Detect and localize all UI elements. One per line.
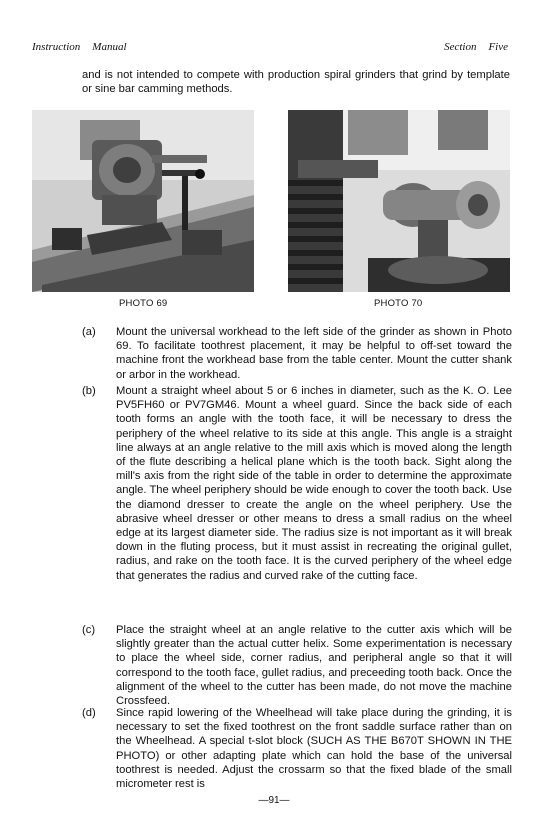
step-text: Since rapid lowering of the Wheelhead will take place during the grinding, it is necessary to set the fixed toothrest on the front saddle surface rather than on the Wheelhead. A special t-slot block (SUCH AS THE B670T SHOWN IN THE PHOTO) or other adapting plate which can hold the base of the universal toothrest is needed. Adjust the crossarm so that the fixed blade of the small micrometer rest is [116, 707, 512, 791]
header-section-number: Five [488, 41, 508, 53]
photo-70-image [288, 110, 510, 292]
step-d [82, 706, 512, 791]
step-text: Mount the universal workhead to the left side of the grinder as shown in Photo 69. To facilitate toothrest placement, it may be helpful to off-set toward the machine front the workhead base from the table center. Mount the cutter shank or arbor in the workhead. [116, 326, 512, 381]
header-left [32, 41, 127, 53]
step-text: Place the straight wheel at an angle relative to the cutter axis which will be slightly greater than the actual cutter helix. Some experimentation is necessary to place the wheel side, corner radius, and peripheral angle so that it will correspond to the tooth face, gullet radius, and preceeding tooth back. Once the alignment of the wheel to the cutter has been made, do not move the machine Crossfeed. [116, 624, 512, 708]
header-manual-word-2: Manual [92, 41, 127, 53]
header-manual-word-1: Instruction [32, 41, 81, 53]
step-c [82, 623, 512, 708]
intro-paragraph: and is not intended to compete with production spiral grinders that grind by template or sine bar camming methods. [82, 69, 510, 96]
step-label: (b) [82, 385, 96, 397]
header-section-word: Section [444, 41, 477, 53]
step-a [82, 325, 512, 382]
step-label: (a) [82, 326, 96, 338]
photo-69-image [32, 110, 254, 292]
photo-69-caption: PHOTO 69 [119, 298, 168, 309]
step-text: Mount a straight wheel about 5 or 6 inches in diameter, such as the K. O. Lee PV5FH60 or PV7GM46. Mount a wheel guard. Since the back side of each tooth forms an angle with the tooth face, it will be necessary to dress the periphery of the wheel relative to its side at this angle. This angle is a straight line always at an angle relative to the mill axis which is moved along the length of the flute describing a helical plane which is the tooth back. Sight along the mill's axis from the right side of the table in order to determine the approximate angle. The wheel periphery should be wide enough to cover the tooth back. Use the diamond dresser to create the angle on the wheel periphery. Use the abrasive wheel dresser or other means to dress a small radius on the wheel edge at its largest diameter side. The radius size is not important as it will break down in the fluting process, but it must assist in recreating the original gullet, radius, and rake on the tooth face. It is the curved periphery of the wheel edge that generates the radius and curved rake of the cutting face. [116, 385, 512, 582]
step-label: (c) [82, 624, 96, 636]
step-b [82, 384, 512, 583]
step-label: (d) [82, 707, 96, 719]
page-number: —91— [258, 795, 290, 806]
photo-70-caption: PHOTO 70 [374, 298, 423, 309]
header-right [444, 41, 508, 53]
